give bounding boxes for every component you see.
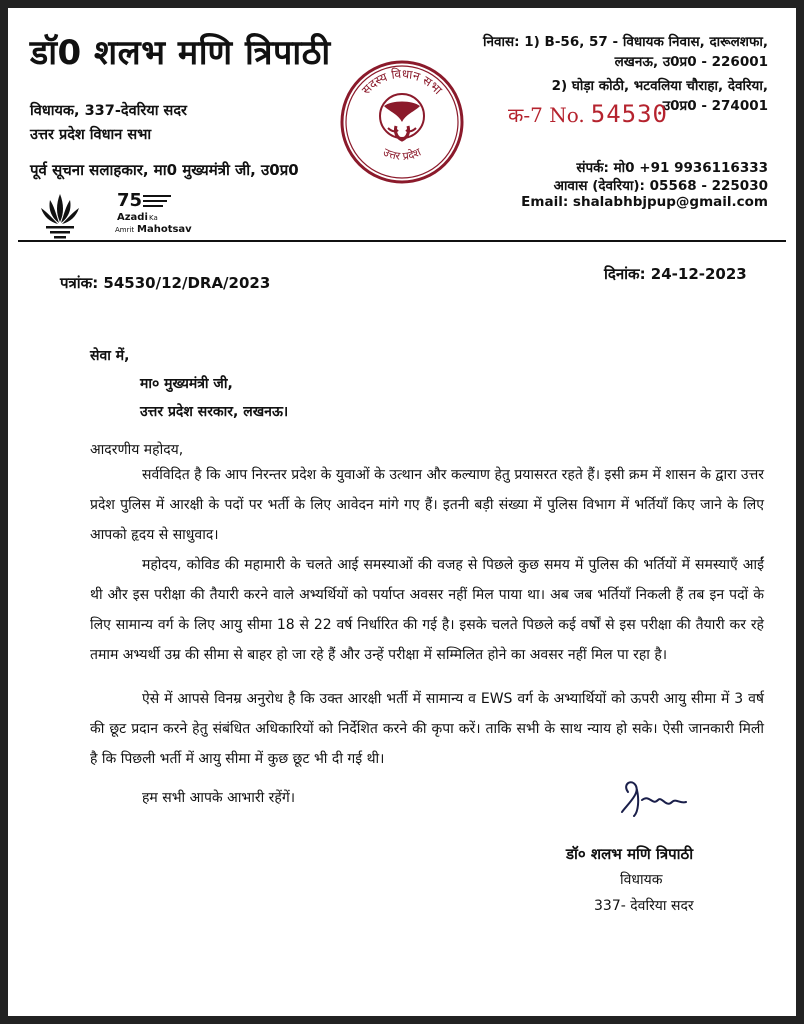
logo-row [38, 188, 209, 244]
residence-line-2b: उ0प्र0 - 274001 [662, 98, 768, 114]
signatory-name: डॉ० शलभ मणि त्रिपाठी [566, 845, 694, 863]
closing-line: हम सभी आपके आभारी रहेंगें। [142, 790, 296, 806]
header-divider [18, 240, 786, 242]
azadi-text: Azadi [117, 212, 148, 223]
residence-1a-text: 1) B-56, 57 - विधायक निवास, दारूलशफा, [524, 34, 768, 50]
paragraph-1: सर्वविदित है कि आप निरन्तर प्रदेश के युवाओं के उत्थान और कल्याण हेतु प्रयासरत रहते हैं। इसी क्रम में शासन के द्वारा उत्तर प्रदेश पुलिस में आरक्षी के पदों पर भर्ती के लिए आवेदन मांगे गए हैं। इतनी बड़ी संख्या में पुलिस विभाग में भर्तियाँ किए जाने के लिए आपको हृदय से साधुवाद। [90, 467, 764, 543]
paragraph-3: ऐसे में आपसे विनम्र अनुरोध है कि उक्त आरक्षी भर्ती में सामान्य व EWS वर्ग के अभ्यार्थियों को ऊपरी आयु सीमा में 3 वर्ष की छूट प्रदान करने हेतु संबंधित अधिकारियों को निर्देशित करने की कृपा करें। ताकि सभी के साथ न्याय हो सके। ऐसी जानकारी मिली है कि पिछली भर्ती में आयु सीमा में कुछ छूट भी दी गई थी। [90, 691, 764, 767]
contact-email: Email: shalabhbjpup@gmail.com [521, 194, 768, 210]
contact-mobile: संपर्क: मो0 +91 9936116333 [576, 160, 768, 176]
residence-line-1b: लखनऊ, उ0प्र0 - 226001 [614, 54, 768, 70]
residence-line-1a [483, 32, 768, 50]
signatory-constituency: 337- देवरिया सदर [594, 898, 694, 914]
azadi-ka-amrit-mahotsav-logo [113, 188, 209, 240]
letter-date: दिनांक: 24-12-2023 [604, 265, 747, 283]
mla-name-heading: डॉ0 शलभ मणि त्रिपाठी [30, 33, 331, 73]
seal-top-text: सदस्य विधान सभा [358, 66, 445, 98]
reg-number: 54530 [590, 100, 668, 128]
recipient-seva-mein: सेवा में, [90, 348, 130, 364]
seal-bottom-text: उत्तर प्रदेश [380, 145, 424, 163]
recipient-title: मा० मुख्यमंत्री जी, [140, 376, 233, 392]
recipient-office: उत्तर प्रदेश सरकार, लखनऊ। [140, 404, 289, 420]
azadi-ka-text: Ka [149, 214, 158, 222]
contact-home-phone: आवास (देवरिया): 05568 - 225030 [553, 178, 768, 194]
salutation: आदरणीय महोदय, [90, 442, 184, 458]
letterhead-page [8, 8, 796, 1016]
advisor-line: पूर्व सूचना सलाहकार, मा0 मुख्यमंत्री जी, उ0प्र0 [30, 161, 299, 179]
registration-number [508, 100, 668, 128]
residence-label: निवास: [483, 34, 520, 50]
vidhan-sabha-seal [336, 56, 468, 192]
assembly-line: उत्तर प्रदेश विधान सभा [30, 127, 152, 143]
residence-line-2a: 2) घोड़ा कोठी, भटवलिया चौराहा, देवरिया, [551, 78, 768, 94]
designation-line: विधायक, 337-देवरिया सदर [30, 103, 187, 119]
signatory-title: विधायक [620, 872, 663, 888]
reg-label: क-7 No. [508, 103, 585, 127]
azadi-mahotsav-text: Mahotsav [137, 224, 192, 235]
emblem-icon [336, 56, 468, 188]
handwritten-signature [616, 772, 694, 820]
lotus-icon [38, 190, 82, 240]
paragraph-2: महोदय, कोविड की महामारी के चलते आई समस्याओं की वजह से पिछले कुछ समय में पुलिस की भर्तियों में समस्याएँ आईं थी और इस परीक्षा की तैयारी करने वाले अभ्यर्थियों को पर्याप्त अवसर नहीं मिल पाया था। अब जब भर्तियाँ निकली हैं तब इन पदों के लिए सामान्य वर्ग के लिए आयु सीमा 18 से 22 वर्ष निर्धारित की गई है। इसके चलते पिछले कई वर्षों से इस परीक्षा की तैयारी कर रहे तमाम अभ्यर्थी उम्र की सीमा से बाहर हो जा रहे हैं और उन्हें परीक्षा में सम्मिलित होने का अवसर नहीं मिल पा रहा है। [90, 557, 764, 663]
letter-reference: पत्रांक: 54530/12/DRA/2023 [60, 274, 271, 292]
azadi-75-text: 75 [117, 190, 143, 211]
azadi-amrit-text: Amrit [115, 226, 135, 234]
